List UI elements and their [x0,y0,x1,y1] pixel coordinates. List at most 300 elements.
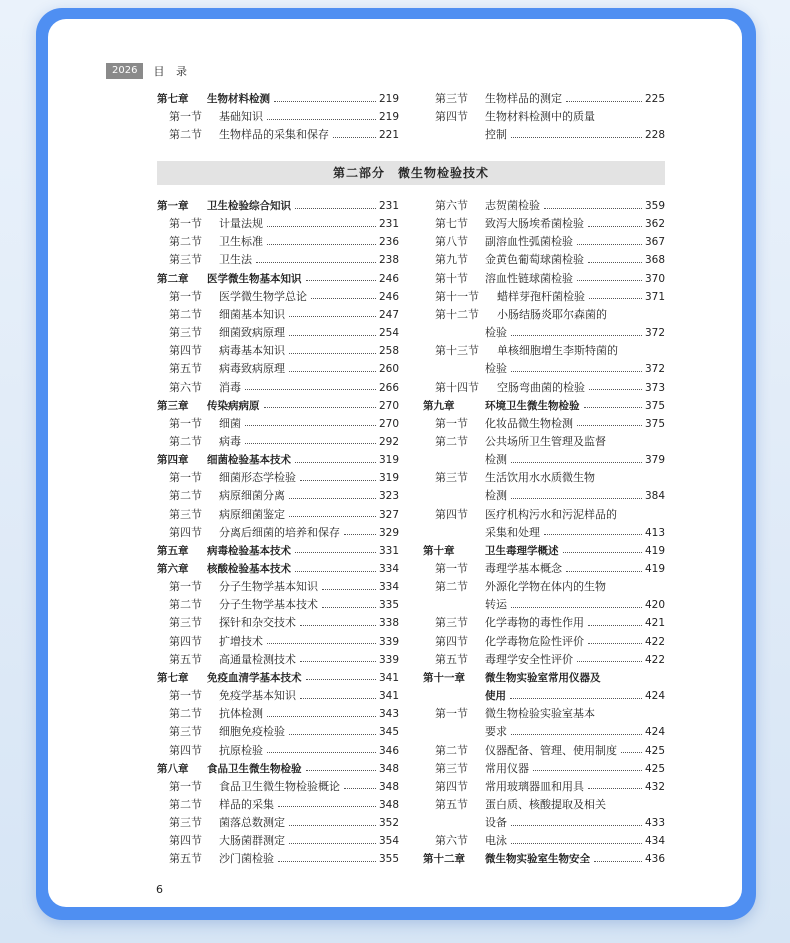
toc-section-entry [157,251,399,269]
toc-chapter-entry [157,669,399,687]
toc-page-number: 231 [378,218,399,231]
toc-entry-label: 第一节 [169,217,202,231]
toc-entry-label: 第二节 [435,434,468,448]
toc-page-number: 334 [378,581,399,594]
toc-leader-dots [295,462,376,463]
toc-leader-dots [544,208,642,209]
toc-section-entry [157,324,399,342]
toc-leader-dots [289,843,376,844]
toc-leader-dots [322,589,376,590]
toc-entry-label: 第六节 [435,199,468,212]
toc-entry-label: 第五节 [435,652,468,666]
toc-chapter-entry [423,542,665,560]
toc-page-number: 323 [378,490,399,503]
toc-entry-label: 第三节 [435,92,468,105]
toc-page-number: 425 [644,762,665,775]
toc-entry-title: 大肠菌群测定 [219,834,285,848]
toc-entry-title: 生活饮用水水质微生物 [485,471,595,485]
toc-entry-title: 电泳 [485,834,507,848]
toc-section-entry [423,270,665,288]
toc-entry-label: 第一节 [169,580,202,594]
toc-leader-dots [278,861,376,862]
toc-entry-label: 第五节 [435,797,468,811]
toc-entry-title: 志贺菌检验 [485,199,540,212]
toc-page-number: 359 [644,200,665,212]
toc-leader-dots [289,371,376,372]
toc-entry-title: 生物样品的测定 [485,92,562,105]
toc-entry-title: 传染病病原 [207,399,260,412]
toc-entry-label: 第三节 [169,507,202,521]
toc-entry-title: 沙门菌检验 [219,852,274,866]
toc-entry-label: 第三节 [435,471,468,485]
toc-entry-label: 第七章 [157,93,189,105]
toc-page-number: 433 [644,817,665,830]
toc-page-number: 346 [378,744,399,757]
toc-page-number: 354 [378,835,399,848]
toc-entry-label: 第六节 [169,380,202,394]
toc-leader-dots [577,661,642,662]
toc-page-number: 352 [378,817,399,830]
toc-entry-label: 第九节 [435,253,468,267]
toc-entry-title: 医疗机构污水和污泥样品的 [485,507,617,521]
toc-page-number: 270 [378,417,399,430]
toc-page-number: 436 [644,853,665,866]
toc-entry-title: 外源化学物在体内的生物 [485,580,606,594]
toc-section-entry [423,778,665,796]
toc-leader-dots [322,607,376,608]
toc-entry-title: 检测 [485,453,507,467]
toc-leader-dots [344,534,376,535]
toc-entry-title: 医学微生物基本知识 [207,272,302,285]
toc-entry-title: 微生物实验室常用仪器及 [485,671,601,684]
toc-entry-label: 第十一节 [435,289,479,303]
toc-section-entry [157,633,399,651]
toc-page-number: 335 [378,599,399,612]
toc-section-entry [423,596,665,614]
toc-entry-label: 第十四节 [435,380,479,394]
toc-page-number: 246 [378,272,399,285]
toc-leader-dots [511,607,642,608]
toc-section-entry [423,197,665,215]
toc-page-number: 231 [378,200,399,212]
toc-entry-label: 第四节 [169,344,202,358]
toc-entry-label: 第一节 [169,289,202,303]
toc-section-entry [423,415,665,433]
toc-entry-label: 第九章 [423,399,455,412]
toc-entry-title: 检测 [485,489,507,503]
toc-page-number: 434 [644,835,665,848]
toc-leader-dots [300,625,376,626]
toc-section-entry [157,433,399,451]
toc-chapter-entry [157,542,399,560]
toc-page-number: 424 [644,690,665,703]
toc-entry-title: 仪器配备、管理、使用制度 [485,743,617,757]
toc-entry-title: 控制 [485,128,507,142]
toc-entry-title: 常用仪器 [485,761,529,775]
toc-entry-label: 第一节 [169,779,202,793]
toc-page-number: 270 [378,399,399,412]
toc-section-entry [157,778,399,796]
toc-leader-dots [511,335,642,336]
toc-page-number: 319 [378,472,399,485]
toc-leader-dots [566,571,642,572]
toc-section-entry [423,126,665,144]
toc-section-entry [157,379,399,397]
toc-entry-title: 免疫学基本知识 [219,689,296,703]
toc-leader-dots [267,716,376,717]
toc-leader-dots [289,335,376,336]
header-title: 目 录 [153,65,191,78]
toc-page-number: 375 [644,399,665,412]
toc-page-number: 420 [644,599,665,612]
toc-leader-dots [306,679,376,680]
toc-entry-title: 卫生标准 [219,235,263,249]
toc-entry-title: 细菌检验基本技术 [207,454,291,467]
toc-section-entry [423,633,665,651]
toc-leader-dots [566,101,642,102]
toc-page-number: 373 [644,381,665,394]
toc-leader-dots [289,516,376,517]
toc-entry-title: 环境卫生微生物检验 [485,399,580,412]
toc-leader-dots [563,552,642,553]
toc-entry-label: 第四节 [435,779,468,793]
toc-page-number: 319 [378,454,399,467]
toc-leader-dots [267,226,376,227]
toc-page-number: 425 [644,744,665,757]
toc-page-number: 327 [378,508,399,521]
toc-entry-label: 第三节 [169,616,202,630]
toc-page-number: 345 [378,726,399,739]
toc-leader-dots [245,443,376,444]
toc-entry-title: 转运 [485,598,507,612]
toc-page-number: 370 [644,272,665,285]
toc-entry-title: 细胞免疫检验 [219,725,285,739]
toc-entry-title: 细菌形态学检验 [219,471,296,485]
toc-page-number: 219 [378,93,399,105]
year-badge: 2026 [106,63,143,79]
toc-section-entry [423,108,665,126]
toc-leader-dots [267,643,376,644]
toc-page-number: 348 [378,780,399,793]
toc-page-number: 292 [378,435,399,448]
toc-entry-label: 第四节 [169,634,202,648]
toc-entry-title: 检验 [485,362,507,376]
toc-entry-title: 检验 [485,326,507,340]
toc-entry-title: 病原细菌鉴定 [219,507,285,521]
toc-section-entry [157,506,399,524]
toc-section-entry [423,215,665,233]
toc-leader-dots [300,661,376,662]
toc-page-number: 367 [644,236,665,249]
toc-section-entry [157,723,399,741]
toc-leader-dots [289,353,376,354]
toc-chapter-entry [157,90,399,108]
toc-entry-title: 生物材料检测中的质量 [485,110,595,124]
toc-section-entry [423,832,665,850]
toc-entry-title: 抗原检验 [219,743,263,757]
toc-entry-title: 生物材料检测 [207,93,270,105]
toc-page-number: 260 [378,363,399,376]
toc-section-entry [423,288,665,306]
toc-section-entry [423,469,665,487]
toc-entry-title: 抗体检测 [219,707,263,721]
toc-page-number: 266 [378,381,399,394]
toc-leader-dots [274,101,376,102]
toc-entry-title: 设备 [485,816,507,830]
toc-entry-label: 第五节 [169,652,202,666]
toc-entry-label: 第四节 [169,525,202,539]
toc-entry-label: 第十节 [435,271,468,285]
toc-page-number: 348 [378,762,399,775]
toc-page-number: 419 [644,544,665,557]
toc-leader-dots [511,843,642,844]
toc-section-entry [157,614,399,632]
toc-page-number: 372 [644,363,665,376]
toc-page-number: 421 [644,617,665,630]
toc-entry-title: 致泻大肠埃希菌检验 [485,217,584,231]
toc-section-entry [423,342,665,360]
toc-section-entry [157,832,399,850]
toc-leader-dots [589,389,642,390]
toc-entry-label: 第三节 [169,326,202,340]
toc-entry-title: 副溶血性弧菌检验 [485,235,573,249]
toc-entry-label: 第十一章 [423,671,465,684]
toc-entry-label: 第八章 [157,762,189,775]
toc-entry-label: 第一节 [169,416,202,430]
toc-section-entry [423,233,665,251]
toc-section-entry [157,469,399,487]
toc-page-number: 413 [644,526,665,539]
toc-entry-label: 第三节 [169,816,202,830]
toc-section-entry [423,487,665,505]
toc-leader-dots [588,625,642,626]
toc-entry-title: 病毒基本知识 [219,344,285,358]
toc-entry-label: 第十章 [423,544,455,557]
toc-entry-title: 细菌基本知识 [219,307,285,321]
toc-entry-label: 第四节 [169,834,202,848]
toc-entry-label: 第六章 [157,563,189,575]
toc-page-number: 379 [644,454,665,467]
toc-chapter-entry [157,760,399,778]
toc-page-number: 362 [644,218,665,231]
toc-leader-dots [295,571,376,572]
toc-leader-dots [577,425,642,426]
toc-page-number: 368 [644,254,665,267]
toc-leader-dots [511,734,642,735]
toc-entry-label: 第十三节 [435,344,479,358]
toc-section-entry [157,578,399,596]
toc-section-entry [157,596,399,614]
toc-page-number: 329 [378,526,399,539]
toc-section-entry [157,215,399,233]
page-frame [36,8,756,920]
toc-entry-label: 第三节 [169,253,202,267]
toc-page-number: 236 [378,236,399,249]
toc-entry-label: 第五节 [169,852,202,866]
toc-entry-title: 采集和处理 [485,525,540,539]
toc-entry-label: 第一节 [169,471,202,485]
toc-entry-title: 食品卫生微生物检验概论 [219,779,340,793]
toc-entry-label: 第一节 [435,707,468,721]
toc-page-number: 348 [378,798,399,811]
toc-entry-title: 消毒 [219,380,241,394]
toc-page-number: 339 [378,653,399,666]
toc-section-entry [157,126,399,144]
toc-leader-dots [510,698,642,699]
toc-entry-label: 第十二节 [435,307,479,321]
toc-section-entry [423,433,665,451]
toc-entry-title: 卫生法 [219,253,252,267]
toc-entry-label: 第二节 [169,235,202,249]
toc-page-number: 343 [378,708,399,721]
toc-section-entry [423,578,665,596]
toc-leader-dots [511,498,642,499]
toc-entry-title: 病原细菌分离 [219,489,285,503]
toc-leader-dots [588,643,642,644]
toc-entry-title: 要求 [485,725,507,739]
toc-page-number: 424 [644,726,665,739]
toc-entry-title: 使用 [485,690,506,703]
toc-entry-title: 核酸检验基本技术 [207,563,291,575]
toc-leader-dots [300,698,376,699]
toc-entry-title: 蜡样芽孢杆菌检验 [497,289,585,303]
toc-entry-label: 第五章 [157,544,189,557]
toc-leader-dots [267,244,376,245]
toc-entry-label: 第二节 [435,743,468,757]
toc-leader-dots [577,280,642,281]
toc-page-number: 375 [644,417,665,430]
toc-page-number: 371 [644,290,665,303]
toc-page-number: 432 [644,780,665,793]
toc-section-entry [157,850,399,868]
toc-entry-label: 第四章 [157,454,189,467]
toc-entry-title: 溶血性链球菌检验 [485,271,573,285]
toc-page-number: 238 [378,254,399,267]
toc-section-entry [157,415,399,433]
toc-chapter-entry [157,397,399,415]
toc-section-entry [423,614,665,632]
toc-chapter-entry [423,669,665,687]
toc-leader-dots [344,788,376,789]
toc-leader-dots [295,208,376,209]
toc-leader-dots [289,316,376,317]
toc-leader-dots [511,137,642,138]
toc-entry-title: 金黄色葡萄球菌检验 [485,253,584,267]
toc-section-entry [423,705,665,723]
toc-entry-title: 病毒检验基本技术 [207,544,291,557]
toc-entry-title: 计量法规 [219,217,263,231]
toc-page-number: 258 [378,345,399,358]
toc-leader-dots [245,389,376,390]
toc-leader-dots [264,407,376,408]
toc-leader-dots [278,806,376,807]
toc-entry-title: 医学微生物学总论 [219,289,307,303]
toc-entry-label: 第七节 [435,217,468,231]
toc-entry-title: 蛋白质、核酸提取及相关 [485,797,606,811]
toc-entry-title: 免疫血清学基本技术 [207,671,302,684]
toc-section-entry [423,796,665,814]
toc-entry-title: 化学毒物危险性评价 [485,634,584,648]
toc-section-entry [423,742,665,760]
toc-leader-dots [306,280,376,281]
toc-section-entry [423,90,665,108]
toc-entry-title: 空肠弯曲菌的检验 [497,380,585,394]
toc-entry-title: 食品卫生微生物检验 [207,762,302,775]
toc-leader-dots [289,825,376,826]
toc-page-number: 372 [644,327,665,340]
toc-entry-title: 毒理学安全性评价 [485,652,573,666]
toc-leader-dots [511,825,642,826]
toc-page-number: 341 [378,671,399,684]
toc-chapter-entry [423,397,665,415]
toc-entry-title: 样品的采集 [219,797,274,811]
part-title-banner: 第二部分 微生物检验技术 [157,161,665,185]
toc-page-number: 246 [378,290,399,303]
toc-section-entry [157,524,399,542]
toc-section-entry [423,651,665,669]
toc-entry-label: 第七章 [157,671,189,684]
toc-section-entry [157,306,399,324]
toc-leader-dots [533,770,642,771]
toc-section-entry [157,687,399,705]
toc-entry-label: 第二节 [169,598,202,612]
toc-leader-dots [588,788,642,789]
toc-entry-title: 常用玻璃器皿和用具 [485,779,584,793]
toc-section-entry [423,560,665,578]
toc-section-entry [423,360,665,378]
toc-entry-label: 第三节 [435,616,468,630]
page-header [106,63,191,79]
toc-entry-label: 第十二章 [423,853,465,866]
toc-leader-dots [300,480,376,481]
toc-entry-label: 第三节 [169,725,202,739]
toc-entry-label: 第二节 [169,307,202,321]
toc-leader-dots [577,244,642,245]
toc-entry-title: 病毒致病原理 [219,362,285,376]
toc-page-number: 419 [644,563,665,575]
toc-entry-title: 扩增技术 [219,634,263,648]
toc-page-number: 422 [644,653,665,666]
toc-page-number: 247 [378,308,399,321]
toc-entry-label: 第六节 [435,834,468,848]
toc-page-number: 254 [378,327,399,340]
toc-chapter-entry [157,451,399,469]
toc-entry-label: 第四节 [169,743,202,757]
toc-leader-dots [256,262,376,263]
toc-section-entry [157,705,399,723]
toc-section-entry [157,342,399,360]
toc-leader-dots [267,119,376,120]
toc-leader-dots [267,752,376,753]
toc-entry-label: 第一章 [157,200,189,212]
toc-entry-title: 基础知识 [219,110,263,124]
toc-entry-title: 化学毒物的毒性作用 [485,616,584,630]
toc-section-entry [157,233,399,251]
toc-entry-label: 第一节 [169,689,202,703]
toc-section-entry [423,251,665,269]
toc-page-number: 355 [378,853,399,866]
toc-leader-dots [306,770,376,771]
toc-entry-label: 第二节 [169,128,202,142]
toc-entry-title: 分离后细菌的培养和保存 [219,525,340,539]
toc-entry-title: 化妆品微生物检测 [485,416,573,430]
toc-page-number: 384 [644,490,665,503]
toc-entry-title: 探针和杂交技术 [219,616,296,630]
toc-leader-dots [295,552,376,553]
toc-section-entry [157,742,399,760]
toc-leader-dots [588,262,642,263]
toc-chapter-entry [157,270,399,288]
